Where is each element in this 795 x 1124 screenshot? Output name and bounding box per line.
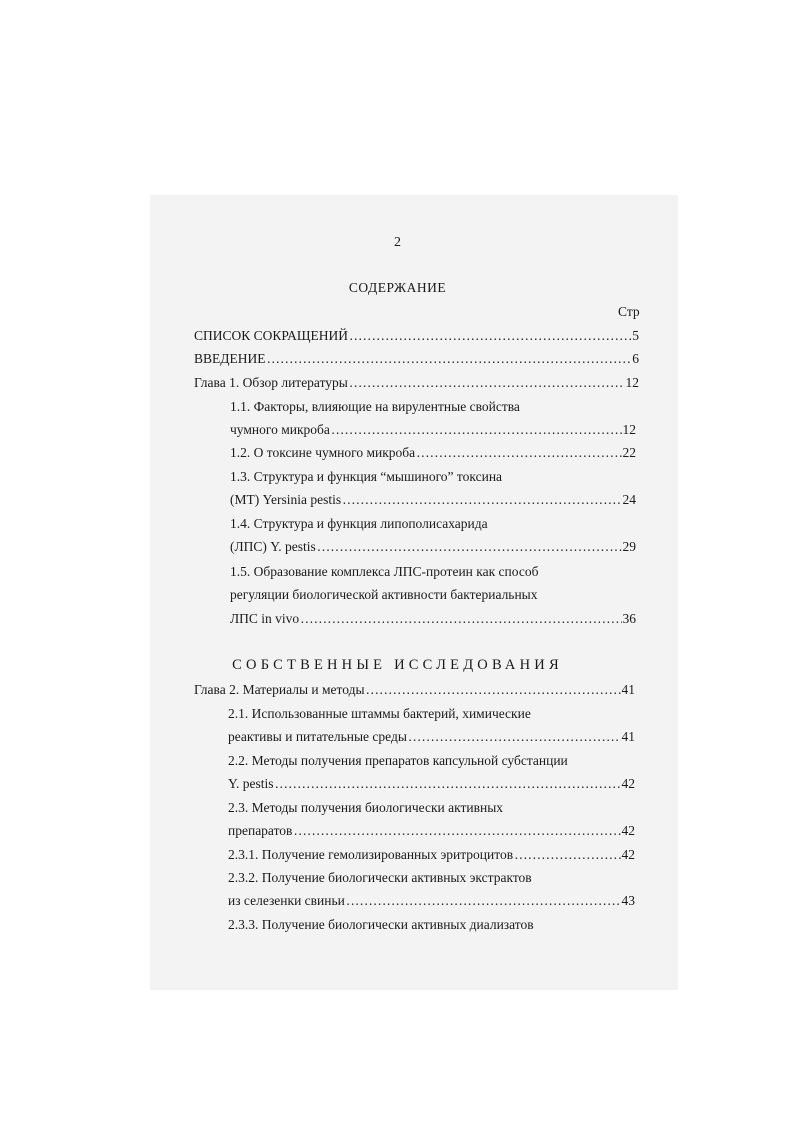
toc-entry-label: Глава 1. Обзор литературы [194, 375, 348, 390]
toc-entry-2-1 [228, 729, 635, 745]
toc-entry-2-3 [228, 823, 635, 839]
dot-leader [293, 823, 620, 839]
toc-entry-label: Глава 2. Материалы и методы [194, 682, 365, 697]
toc-entry-1-5-line2: регуляции биологической активности бактериальных [230, 587, 538, 602]
toc-entry-page: 29 [622, 539, 636, 554]
dot-leader [349, 328, 631, 344]
toc-entry-label: 2.3.1. Получение гемолизированных эритроцитов [228, 847, 514, 862]
toc-entry-label: препаратов [228, 823, 293, 838]
toc-entry-label: реактивы и питательные среды [228, 729, 407, 744]
dot-leader [416, 445, 621, 461]
toc-entry-2-3-line1: 2.3. Методы получения биологически активных [228, 800, 504, 815]
page-number: 2 [394, 235, 401, 250]
dot-leader [366, 682, 621, 698]
toc-entry-label: ЛПС in vivo [230, 611, 300, 626]
toc-entry-2-3-2 [228, 893, 635, 909]
toc-entry-label: ВВЕДЕНИЕ [194, 351, 266, 366]
toc-entry-1-5-line1: 1.5. Образование комплекса ЛПС-протеин как способ [230, 564, 539, 579]
toc-entry-page: 41 [621, 682, 635, 697]
dot-leader [346, 893, 621, 909]
toc-entry-1-1 [230, 422, 636, 438]
toc-entry-page: 6 [632, 351, 639, 366]
dot-leader [275, 776, 621, 792]
toc-entry-introduction [194, 351, 639, 367]
toc-entry-page: 42 [621, 823, 635, 838]
toc-entry-page: 36 [622, 611, 636, 626]
toc-entry-label: из селезенки свиньи [228, 893, 345, 908]
toc-entry-page: 43 [621, 893, 635, 908]
toc-entry-chapter-2 [194, 682, 635, 698]
page-column-header: Стр [618, 304, 640, 319]
dot-leader [349, 375, 625, 391]
toc-entry-2-3-2-line1: 2.3.2. Получение биологически активных экстрактов [228, 870, 532, 885]
toc-entry-page: 12 [625, 375, 639, 390]
toc-entry-1-4-line1: 1.4. Структура и функция липополисахарида [230, 516, 488, 531]
toc-entry-1-5 [230, 611, 636, 627]
toc-entry-label: чумного микроба [230, 422, 330, 437]
toc-entry-label: Y. pestis [228, 776, 274, 791]
toc-entry-page: 12 [622, 422, 636, 437]
toc-entry-page: 41 [621, 729, 635, 744]
toc-title: СОДЕРЖАНИЕ [348, 280, 447, 295]
toc-entry-page: 42 [621, 847, 635, 862]
toc-entry-page: 42 [621, 776, 635, 791]
toc-entry-abbreviations [194, 328, 639, 344]
toc-entry-1-3-line1: 1.3. Структура и функция “мышиного” токсина [230, 469, 503, 484]
toc-entry-1-1-line1: 1.1. Факторы, влияющие на вирулентные свойства [230, 399, 520, 414]
toc-entry-2-3-3-line1: 2.3.3. Получение биологически активных диализатов [228, 917, 534, 932]
toc-entry-page: 5 [632, 328, 639, 343]
toc-entry-label: 1.2. О токсине чумного микроба [230, 445, 416, 460]
section-heading: СОБСТВЕННЫЕ ИССЛЕДОВАНИЯ [232, 657, 563, 673]
toc-entry-chapter-1 [194, 375, 639, 391]
toc-entry-label: (ЛПС) Y. pestis [230, 539, 316, 554]
dot-leader [317, 539, 622, 555]
toc-entry-2-3-1 [228, 847, 635, 863]
dot-leader [342, 492, 621, 508]
toc-entry-1-3 [230, 492, 636, 508]
dot-leader [408, 729, 621, 745]
toc-entry-page: 24 [622, 492, 636, 507]
toc-entry-2-2-line1: 2.2. Методы получения препаратов капсульной субстанции [228, 753, 568, 768]
toc-entry-page: 22 [622, 445, 636, 460]
dot-leader [331, 422, 622, 438]
dot-leader [266, 351, 631, 367]
toc-entry-label: (МТ) Yersinia pestis [230, 492, 342, 507]
toc-entry-1-2 [230, 445, 636, 461]
toc-entry-label: СПИСОК СОКРАЩЕНИЙ [194, 328, 349, 343]
toc-entry-2-2 [228, 776, 635, 792]
dot-leader [300, 611, 621, 627]
toc-entry-1-4 [230, 539, 636, 555]
toc-entry-2-1-line1: 2.1. Использованные штаммы бактерий, химические [228, 706, 531, 721]
dot-leader [514, 847, 620, 863]
